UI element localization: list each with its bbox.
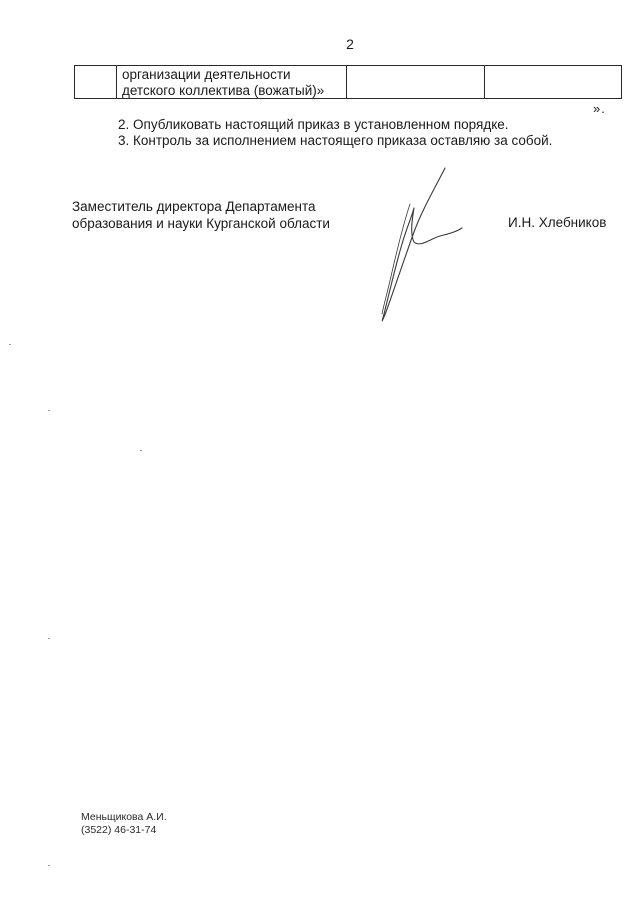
- page-number: 2: [346, 36, 354, 52]
- executor-name: Меньщикова А.И.: [81, 811, 167, 823]
- executor-phone: (3522) 46-31-74: [81, 824, 157, 836]
- paragraph-control: 3. Контроль за исполнением настоящего приказа оставляю за собой.: [118, 133, 553, 148]
- table-col-divider-1: [116, 66, 117, 98]
- table-cell-line-1: организации деятельности: [122, 67, 291, 82]
- scan-speck: [48, 638, 50, 639]
- table-cell-line-2: детского коллектива (вожатый)»: [122, 83, 325, 98]
- signer-name: И.Н. Хлебников: [508, 215, 607, 230]
- paragraph-publish: 2. Опубликовать настоящий приказ в установленном порядке.: [118, 117, 509, 132]
- scan-speck: [140, 450, 142, 451]
- handwritten-signature: [370, 162, 480, 327]
- table-border-left: [74, 66, 75, 98]
- executor-info: [81, 811, 167, 837]
- signer-position-line-2: образования и науки Курганской области: [72, 216, 330, 231]
- table-border-right: [621, 66, 622, 98]
- scan-speck: [48, 410, 50, 411]
- signer-position-line-1: Заместитель директора Департамента: [72, 199, 316, 214]
- table-fragment: [74, 65, 622, 99]
- scan-speck: [48, 865, 50, 866]
- closing-quote: ».: [593, 101, 606, 116]
- table-cell-position: [122, 67, 324, 99]
- table-col-divider-3: [484, 66, 485, 98]
- table-col-divider-2: [346, 66, 347, 98]
- signer-position: [72, 198, 330, 232]
- scan-speck: [9, 344, 11, 345]
